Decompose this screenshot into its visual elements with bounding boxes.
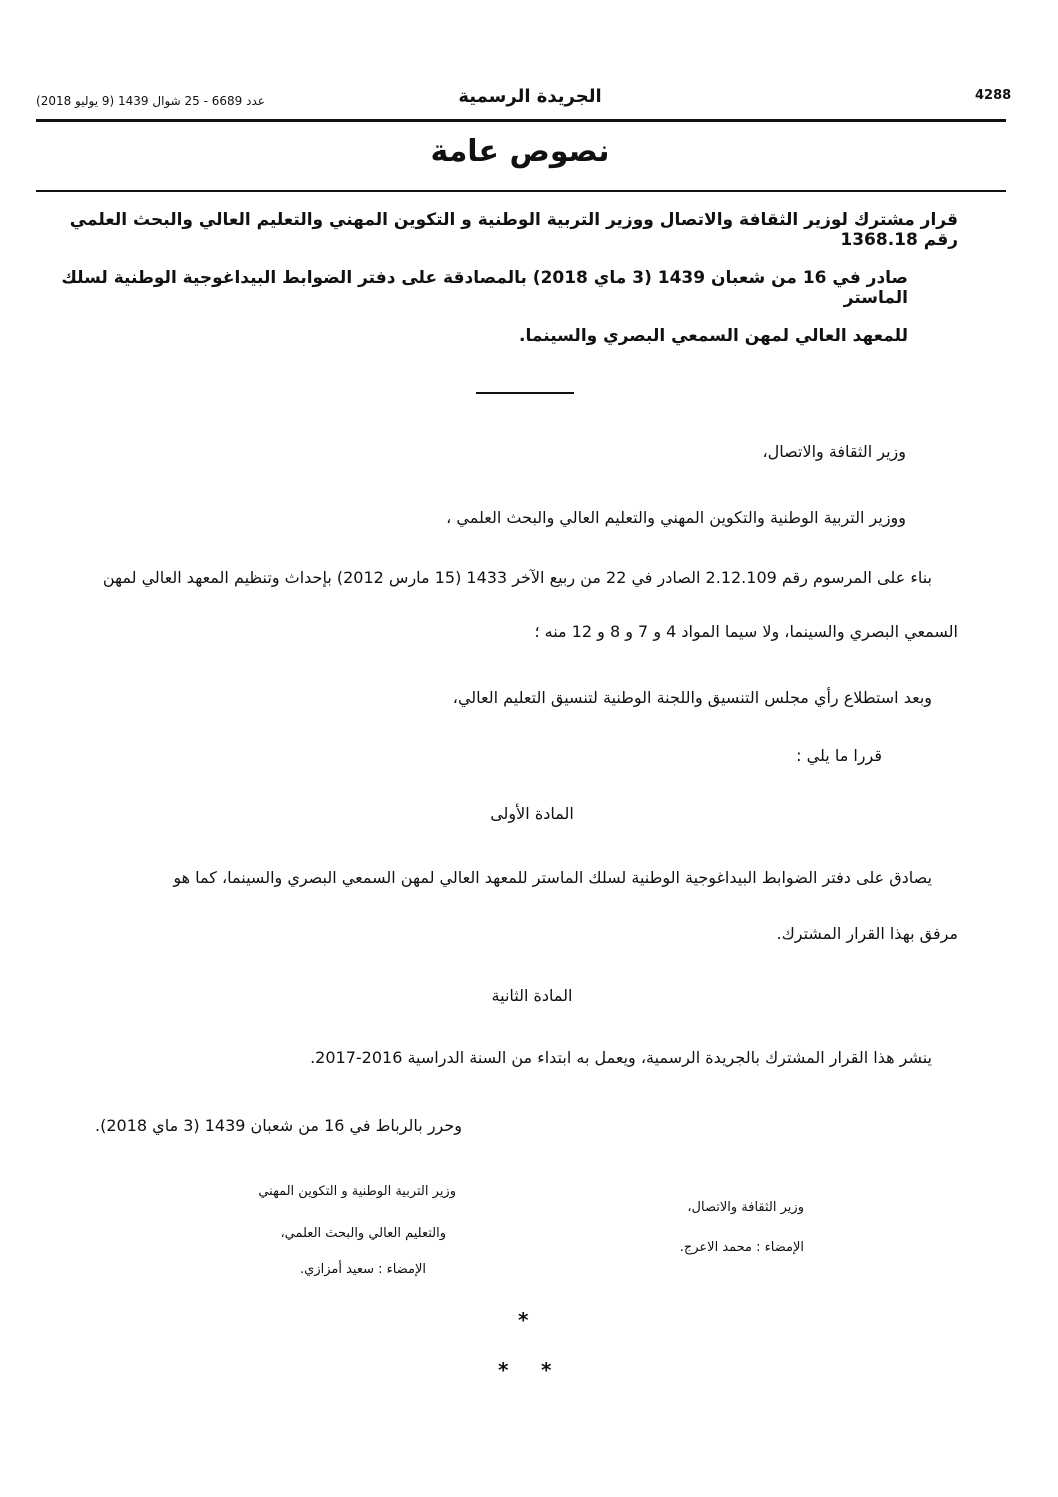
signature-right-title: وزير الثقافة والاتصال، bbox=[687, 1200, 804, 1215]
signature-right-signed: الإمضاء : محمد الاعرج. bbox=[679, 1240, 804, 1255]
section-rule bbox=[36, 190, 1006, 192]
preamble-consultation: وبعد استطلاع رأي مجلس التنسيق واللجنة الوطنية لتنسيق التعليم العالي، bbox=[452, 688, 932, 707]
closing-place-date: وحرر بالرباط في 16 من شعبان 1439 (3 ماي 2018). bbox=[95, 1116, 462, 1135]
decree-title-line-2: صادر في 16 من شعبان 1439 (3 ماي 2018) بالمصادقة على دفتر الضوابط البيداغوجية الوطنية لسلك الماستر bbox=[61, 268, 908, 308]
preamble-basis-line-1: بناء على المرسوم رقم 2.12.109 الصادر في 22 من ربيع الآخر 1433 (15 مارس 2012) بإحداث وتنظيم المعهد العالي لمهن bbox=[102, 568, 932, 587]
article-2-heading: المادة الثانية bbox=[491, 986, 573, 1005]
preamble-minister-education: ووزير التربية الوطنية والتكوين المهني والتعليم العالي والبحث العلمي ، bbox=[446, 508, 906, 527]
page-number: 4288 bbox=[975, 88, 1012, 103]
article-1-line-1: يصادق على دفتر الضوابط البيداغوجية الوطنية لسلك الماستر للمعهد العالي لمهن السمعي البصري والسينما، كما هو bbox=[173, 868, 932, 887]
decree-title-line-1: قرار مشترك لوزير الثقافة والاتصال ووزير التربية الوطنية و التكوين المهني والتعليم العالي والبحث العلمي رقم 1368.18 bbox=[69, 210, 958, 250]
signature-left-title-line-1: وزير التربية الوطنية و التكوين المهني bbox=[258, 1184, 456, 1199]
preamble-minister-culture: وزير الثقافة والاتصال، bbox=[762, 442, 906, 461]
footer-star: * bbox=[498, 1358, 509, 1382]
gazette-title: الجريدة الرسمية bbox=[458, 86, 602, 107]
article-1-heading: المادة الأولى bbox=[490, 804, 574, 823]
header-rule bbox=[36, 119, 1006, 122]
signature-left-signed: الإمضاء : سعيد أمزازي. bbox=[300, 1262, 426, 1277]
footer-star: * bbox=[541, 1358, 552, 1382]
decree-title-line-3: للمعهد العالي لمهن السمعي البصري والسينما. bbox=[519, 326, 908, 346]
footer-star: * bbox=[518, 1308, 529, 1332]
section-title: نصوص عامة bbox=[430, 134, 610, 169]
preamble-basis-line-2: السمعي البصري والسينما، ولا سيما المواد 4 و 7 و 8 و 12 منه ؛ bbox=[534, 622, 958, 641]
signature-left-title-line-2: والتعليم العالي والبحث العلمي، bbox=[280, 1226, 446, 1241]
preamble-decided: قررا ما يلي : bbox=[796, 746, 882, 765]
separator-line bbox=[476, 392, 574, 394]
issue-info: عدد 6689 - 25 شوال 1439 (9 يوليو 2018) bbox=[36, 94, 265, 108]
article-2-line-1: ينشر هذا القرار المشترك بالجريدة الرسمية، ويعمل به ابتداء من السنة الدراسية 2016-2017. bbox=[310, 1048, 932, 1067]
article-1-line-2: مرفق بهذا القرار المشترك. bbox=[776, 924, 958, 943]
